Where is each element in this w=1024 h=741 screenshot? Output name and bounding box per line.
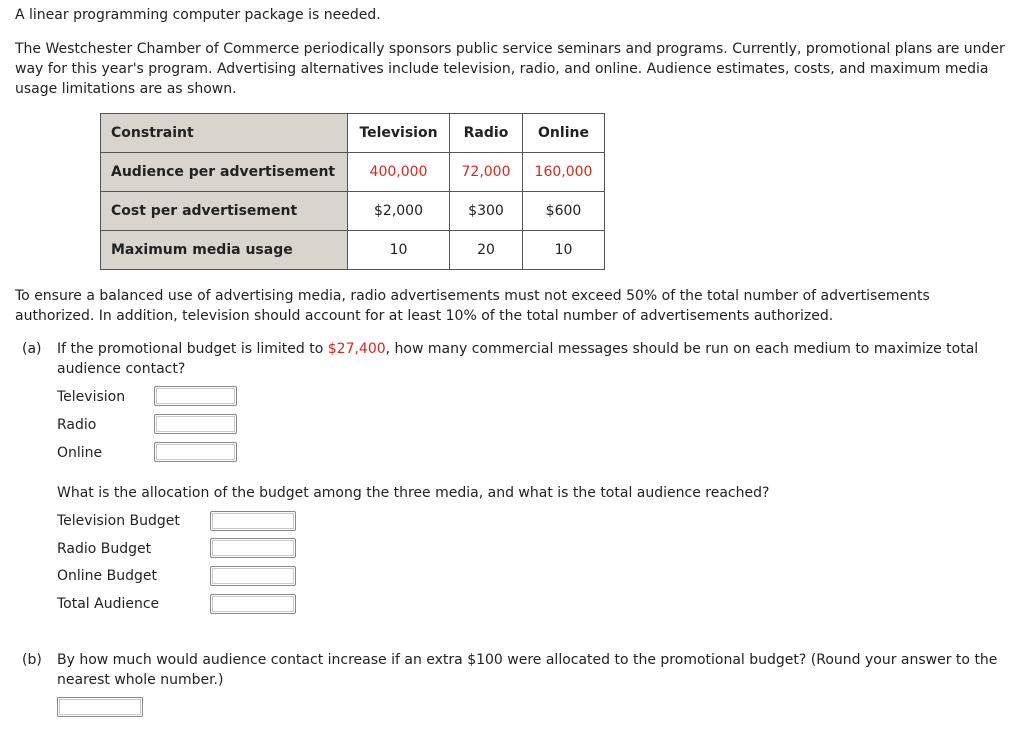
online-input[interactable] <box>154 442 237 462</box>
row-label: Maximum media usage <box>101 231 348 270</box>
field-label-radio: Radio <box>57 417 97 433</box>
field-label-television: Television <box>57 389 126 405</box>
header-constraint: Constraint <box>101 114 348 153</box>
cell-cost-online: $600 <box>523 192 605 231</box>
cell-audience-online: 160,000 <box>523 153 605 192</box>
part-b-question: By how much would audience contact increase if an extra $100 were allocated to the promotional budget? (Round your answer to the nearest whole number.) <box>57 652 998 688</box>
header-television: Television <box>348 114 450 153</box>
table-row-audience <box>101 153 605 192</box>
budget-value: $27,400 <box>327 341 386 357</box>
table-row-cost <box>101 192 605 231</box>
intro-paragraph: The Westchester Chamber of Commerce periodically sponsors public service seminars and programs. Currently, promotional plans are under way for this year's program. Advertising alternatives include television, radio, and online. Audience estimates, costs, and maximum media usage limitations are as shown. <box>15 41 1005 97</box>
row-label: Audience per advertisement <box>101 153 348 192</box>
cell-max-tv: 10 <box>348 231 450 270</box>
cell-max-radio: 20 <box>450 231 523 270</box>
cell-audience-tv: 400,000 <box>348 153 450 192</box>
header-radio: Radio <box>450 114 523 153</box>
television-input[interactable] <box>154 386 237 406</box>
field-label-online-budget: Online Budget <box>57 568 157 584</box>
audience-increase-input[interactable] <box>57 697 143 717</box>
online-budget-input[interactable] <box>210 566 296 586</box>
part-a-marker: (a) <box>22 341 42 357</box>
part-b-marker: (b) <box>22 652 42 668</box>
field-label-tv-budget: Television Budget <box>57 513 180 529</box>
header-online: Online <box>523 114 605 153</box>
table-row-max-usage <box>101 231 605 270</box>
table-header-row <box>101 114 605 153</box>
field-label-radio-budget: Radio Budget <box>57 541 152 557</box>
television-budget-input[interactable] <box>210 511 296 531</box>
cell-max-online: 10 <box>523 231 605 270</box>
row-label: Cost per advertisement <box>101 192 348 231</box>
cell-cost-tv: $2,000 <box>348 192 450 231</box>
part-a-question-2: What is the allocation of the budget among the three media, and what is the total audience reached? <box>57 485 770 501</box>
cell-cost-radio: $300 <box>450 192 523 231</box>
field-label-online: Online <box>57 445 103 461</box>
cell-audience-radio: 72,000 <box>450 153 523 192</box>
part-a-question: If the promotional budget is limited to $27,400, how many commercial messages should be run on each medium to maximize total audience contact? <box>57 341 979 377</box>
media-table <box>100 113 605 270</box>
intro-line: A linear programming computer package is needed. <box>15 7 381 23</box>
radio-input[interactable] <box>154 414 237 434</box>
radio-budget-input[interactable] <box>210 538 296 558</box>
field-label-total-audience: Total Audience <box>57 596 160 612</box>
constraints-text: To ensure a balanced use of advertising media, radio advertisements must not exceed 50% of the total number of advertisements authorized. In addition, television should account for at least 10% of the total number of advertisements authorized. <box>15 288 930 324</box>
total-audience-input[interactable] <box>210 594 296 614</box>
